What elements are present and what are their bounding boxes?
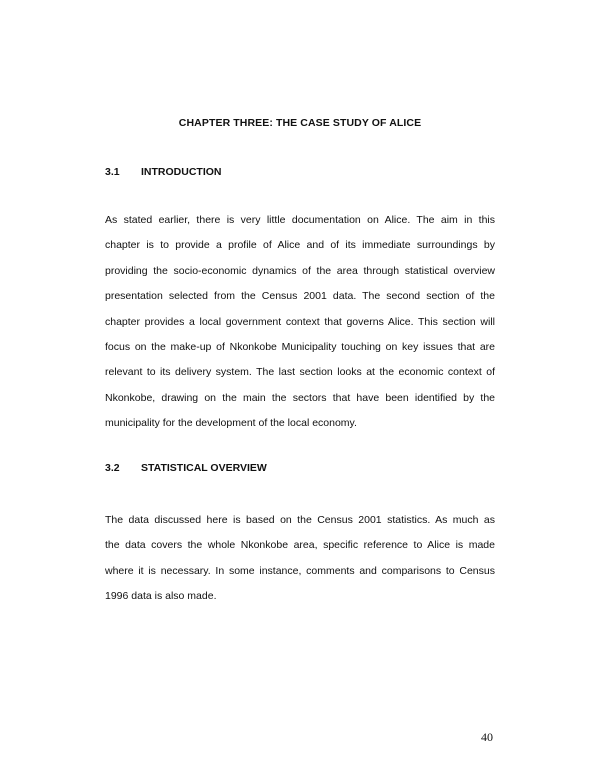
paragraph-line: Nkonkobe, drawing on the main the sectors that have been identified by the	[105, 391, 495, 404]
paragraph-line: providing the socio-economic dynamics of the area through statistical overview	[105, 264, 495, 277]
paragraph-line: As stated earlier, there is very little documentation on Alice. The aim in this	[105, 214, 495, 226]
paragraph-line: chapter provides a local government context that governs Alice. This section will	[105, 315, 495, 328]
paragraph-line: presentation selected from the Census 2001 data. The second section of the	[105, 290, 495, 303]
section-number: 3.2	[105, 462, 120, 474]
paragraph-line: the data covers the whole Nkonkobe area, specific reference to Alice is made	[105, 539, 495, 552]
paragraph-line: chapter is to provide a profile of Alice and of its immediate surroundings by	[105, 239, 495, 252]
paragraph-line: where it is necessary. In some instance, comments and comparisons to Census	[105, 564, 495, 577]
statistical-overview-paragraph	[105, 508, 495, 610]
paragraph-line: municipality for the development of the local economy.	[105, 417, 357, 430]
page-number: 40	[481, 730, 493, 744]
section-heading-statistical-overview	[105, 462, 267, 474]
section-heading-introduction	[105, 166, 222, 178]
section-title: INTRODUCTION	[141, 166, 222, 178]
paragraph-line: focus on the make-up of Nkonkobe Municipality touching on key issues that are	[105, 340, 495, 353]
introduction-paragraph	[105, 208, 495, 437]
section-number: 3.1	[105, 166, 120, 178]
paragraph-line: The data discussed here is based on the Census 2001 statistics. As much as	[105, 514, 495, 526]
chapter-title: CHAPTER THREE: THE CASE STUDY OF ALICE	[178, 117, 422, 129]
paragraph-line: 1996 data is also made.	[105, 590, 217, 603]
paragraph-line: relevant to its delivery system. The last section looks at the economic context of	[105, 366, 495, 379]
section-title: STATISTICAL OVERVIEW	[141, 462, 267, 474]
